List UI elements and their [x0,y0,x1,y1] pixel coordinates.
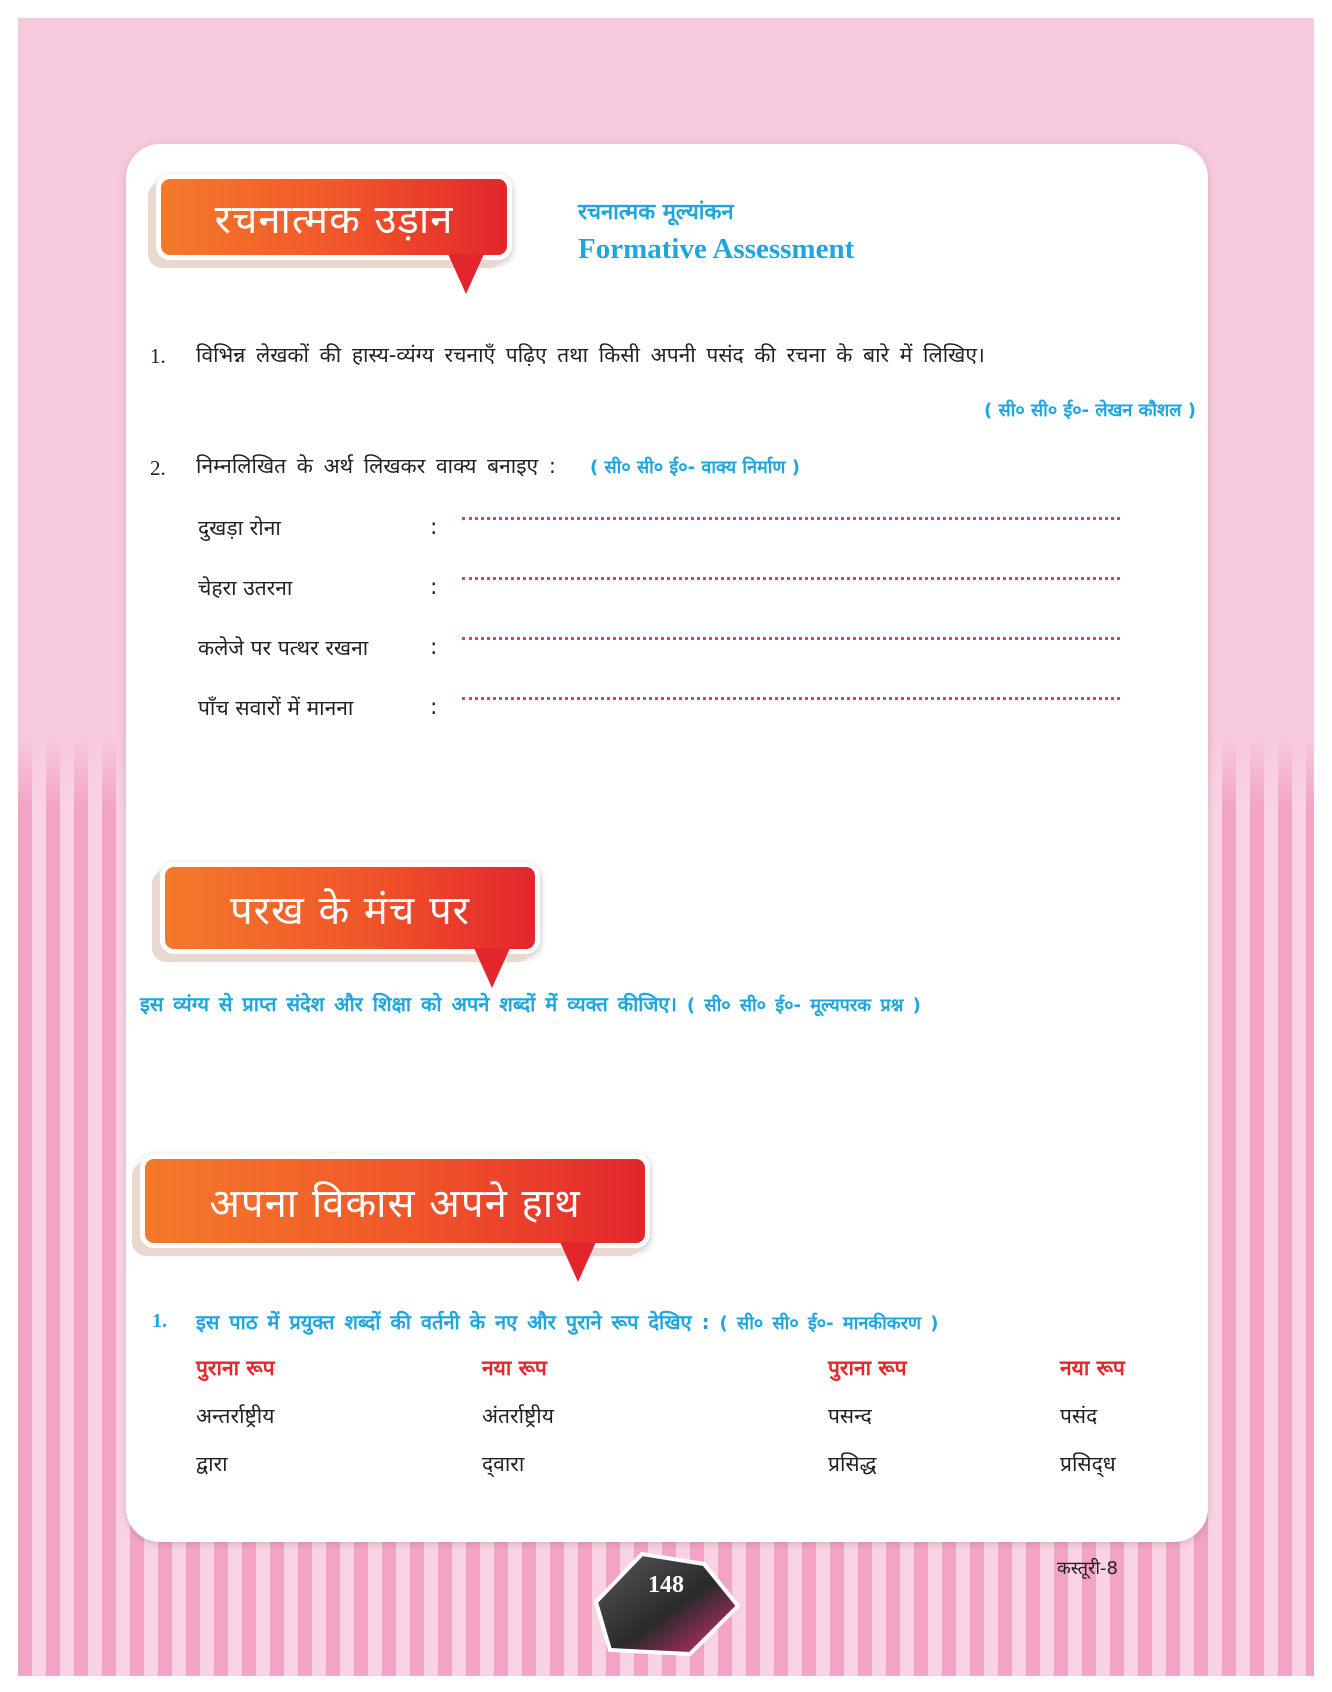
answer-line-2[interactable] [462,577,1120,580]
formative-hindi-title: रचनात्मक मूल्यांकन [578,200,734,225]
idiom-4: पाँच सवारों में मानना [198,696,354,720]
content-card: रचनात्मक उड़ान रचनात्मक मूल्यांकन Formative Assessment 1. विभिन्न लेखकों की हास्य-व्यंग्य रचनाएँ पढ़िए तथा किसी अपनी पसंद की रचना के बारे में लिखिए। ( सी० सी० ई०- लेखन कौशल ) 2. निम्नलिखित के अर्थ लिखकर वाक्य बनाइए : ( सी० सी० ई०- वाक्य निर्माण ) दुखड़ा रोना : चेहरा उतरना : कलेजे पर पत्थर रखना : पाँच सवारों में मानना : परख के मंच पर इस व्यंग्य से प्राप्त संदेश और शिक्षा को अपने शब्दों में व्यक्त कीजिए। ( सी० सी० ई०- मूल्यपरक प्रश्न ) अपना विकास अपने हाथ 1. इस पाठ में प्रयुक्त शब्दों की वर्तनी के नए और पुराने रूप देखिए : ( सी० सी० ई०- मानकीकरण ) पुराना रूप नया रूप पुराना रूप नया रूप अन्तर्राष्ट्रीय अंतर्राष्ट्रीय पसन्द पसंद द्वारा द्‌वारा प्रसिद्ध प्रसिद्‌ध [126,144,1208,1542]
q2-text: निम्नलिखित के अर्थ लिखकर वाक्य बनाइए : [196,454,556,478]
header-new-2: नया रूप [1060,1356,1125,1380]
word-cell: पसंद [1060,1404,1098,1428]
word-cell: प्रसिद्‌ध [1060,1452,1116,1476]
s3-q1-text: इस पाठ में प्रयुक्त शब्दों की वर्तनी के नए और पुराने रूप देखिए : ( सी० सी० ई०- मानकीकरण ) [196,1310,939,1334]
section2-badge-label: परख के मंच पर [160,862,540,954]
word-cell: अन्तर्राष्ट्रीय [196,1404,275,1428]
idiom-2: चेहरा उतरना [198,576,293,600]
word-cell: प्रसिद्ध [828,1452,877,1476]
idiom-3: कलेजे पर पत्थर रखना [198,636,369,660]
page-number: 148 [648,1572,684,1598]
answer-line-1[interactable] [462,517,1120,520]
s3-q1-number: 1. [152,1310,167,1332]
answer-line-3[interactable] [462,637,1120,640]
word-cell: अंतर्राष्ट्रीय [482,1404,554,1428]
section2-text: इस व्यंग्य से प्राप्त संदेश और शिक्षा को अपने शब्दों में व्यक्त कीजिए। ( सी० सी० ई०- मूल्यपरक प्रश्न ) [140,992,921,1016]
header-old-1: पुराना रूप [196,1356,275,1380]
section3-badge-label: अपना विकास अपने हाथ [140,1154,650,1248]
header-new-1: नया रूप [482,1356,547,1380]
formative-english-title: Formative Assessment [578,233,855,265]
page-number-shape [592,1550,740,1658]
s3-q1-tag: ( सी० सी० ई०- मानकीकरण ) [719,1313,939,1334]
q2-number: 2. [150,456,166,480]
q2-tag: ( सी० सी० ई०- वाक्य निर्माण ) [590,457,800,478]
q1-number: 1. [150,344,166,368]
q1-text: विभिन्न लेखकों की हास्य-व्यंग्य रचनाएँ पढ़िए तथा किसी अपनी पसंद की रचना के बारे में लिखिए। [196,343,985,367]
book-name: कस्तूरी-8 [1056,1558,1118,1579]
answer-line-4[interactable] [462,697,1120,700]
word-cell: द्‌वारा [482,1452,525,1476]
word-cell: पसन्द [828,1404,872,1428]
idiom-1: दुखड़ा रोना [198,516,281,540]
page-number-badge [592,1550,740,1658]
section2-tag: ( सी० सी० ई०- मूल्यपरक प्रश्न ) [686,995,921,1016]
q1-tag: ( सी० सी० ई०- लेखन कौशल ) [984,400,1196,421]
section1-badge-label: रचनात्मक उड़ान [156,174,512,260]
word-cell: द्वारा [196,1452,228,1476]
header-old-2: पुराना रूप [828,1356,907,1380]
